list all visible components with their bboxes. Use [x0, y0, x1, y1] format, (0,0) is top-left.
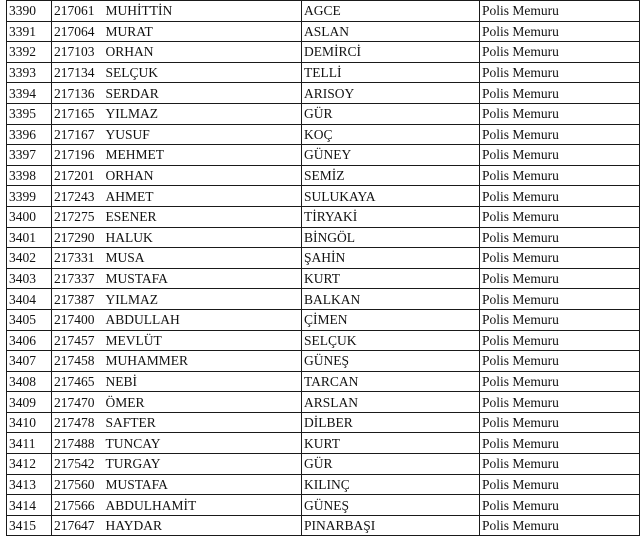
first-name-cell: YUSUF — [104, 124, 302, 145]
surname-cell: KURT — [302, 433, 480, 454]
first-name-cell: MUHİTTİN — [104, 1, 302, 22]
row-number-cell: 3397 — [7, 145, 52, 166]
first-name-cell: TURGAY — [104, 454, 302, 475]
table-row — [7, 124, 640, 145]
table-row — [7, 495, 640, 516]
row-number-cell: 3414 — [7, 495, 52, 516]
first-name-cell: MEVLÜT — [104, 330, 302, 351]
row-number-cell: 3395 — [7, 103, 52, 124]
registry-id-cell: 217290 — [52, 227, 104, 248]
surname-cell: ASLAN — [302, 21, 480, 42]
row-number-cell: 3405 — [7, 309, 52, 330]
first-name-cell: HAYDAR — [104, 515, 302, 536]
registry-id-cell: 217196 — [52, 145, 104, 166]
registry-id-cell: 217458 — [52, 351, 104, 372]
first-name-cell: YILMAZ — [104, 103, 302, 124]
table-row — [7, 289, 640, 310]
row-number-cell: 3394 — [7, 83, 52, 104]
table-row — [7, 21, 640, 42]
rank-title-cell: Polis Memuru — [480, 392, 640, 413]
registry-id-cell: 217134 — [52, 62, 104, 83]
rank-title-cell: Polis Memuru — [480, 289, 640, 310]
surname-cell: GÜR — [302, 103, 480, 124]
registry-id-cell: 217243 — [52, 186, 104, 207]
first-name-cell: ESENER — [104, 206, 302, 227]
rank-title-cell: Polis Memuru — [480, 248, 640, 269]
registry-id-cell: 217387 — [52, 289, 104, 310]
registry-id-cell: 217478 — [52, 412, 104, 433]
row-number-cell: 3406 — [7, 330, 52, 351]
first-name-cell: MUSA — [104, 248, 302, 269]
surname-cell: GÜNEŞ — [302, 351, 480, 372]
rank-title-cell: Polis Memuru — [480, 186, 640, 207]
surname-cell: GÜNEŞ — [302, 495, 480, 516]
registry-id-cell: 217457 — [52, 330, 104, 351]
rank-title-cell: Polis Memuru — [480, 227, 640, 248]
table-row — [7, 248, 640, 269]
table-row — [7, 83, 640, 104]
first-name-cell: MUSTAFA — [104, 474, 302, 495]
rank-title-cell: Polis Memuru — [480, 206, 640, 227]
table-row — [7, 1, 640, 22]
table-row — [7, 227, 640, 248]
first-name-cell: HALUK — [104, 227, 302, 248]
row-number-cell: 3403 — [7, 268, 52, 289]
surname-cell: TİRYAKİ — [302, 206, 480, 227]
registry-id-cell: 217064 — [52, 21, 104, 42]
row-number-cell: 3399 — [7, 186, 52, 207]
surname-cell: SELÇUK — [302, 330, 480, 351]
roster-body — [7, 1, 640, 536]
surname-cell: ÇİMEN — [302, 309, 480, 330]
rank-title-cell: Polis Memuru — [480, 145, 640, 166]
first-name-cell: ÖMER — [104, 392, 302, 413]
registry-id-cell: 217566 — [52, 495, 104, 516]
table-row — [7, 103, 640, 124]
first-name-cell: ORHAN — [104, 42, 302, 63]
rank-title-cell: Polis Memuru — [480, 62, 640, 83]
rank-title-cell: Polis Memuru — [480, 83, 640, 104]
table-row — [7, 412, 640, 433]
registry-id-cell: 217275 — [52, 206, 104, 227]
row-number-cell: 3411 — [7, 433, 52, 454]
first-name-cell: ABDULHAMİT — [104, 495, 302, 516]
first-name-cell: SERDAR — [104, 83, 302, 104]
rank-title-cell: Polis Memuru — [480, 268, 640, 289]
surname-cell: KOÇ — [302, 124, 480, 145]
first-name-cell: NEBİ — [104, 371, 302, 392]
table-row — [7, 330, 640, 351]
first-name-cell: MUHAMMER — [104, 351, 302, 372]
rank-title-cell: Polis Memuru — [480, 124, 640, 145]
table-row — [7, 268, 640, 289]
registry-id-cell: 217103 — [52, 42, 104, 63]
first-name-cell: SELÇUK — [104, 62, 302, 83]
surname-cell: GÜR — [302, 454, 480, 475]
row-number-cell: 3407 — [7, 351, 52, 372]
rank-title-cell: Polis Memuru — [480, 454, 640, 475]
registry-id-cell: 217201 — [52, 165, 104, 186]
row-number-cell: 3404 — [7, 289, 52, 310]
table-row — [7, 186, 640, 207]
table-row — [7, 371, 640, 392]
rank-title-cell: Polis Memuru — [480, 165, 640, 186]
row-number-cell: 3398 — [7, 165, 52, 186]
registry-id-cell: 217400 — [52, 309, 104, 330]
roster-table — [6, 0, 640, 536]
first-name-cell: ABDULLAH — [104, 309, 302, 330]
table-row — [7, 165, 640, 186]
rank-title-cell: Polis Memuru — [480, 351, 640, 372]
table-row — [7, 62, 640, 83]
row-number-cell: 3408 — [7, 371, 52, 392]
row-number-cell: 3402 — [7, 248, 52, 269]
row-number-cell: 3391 — [7, 21, 52, 42]
surname-cell: BİNGÖL — [302, 227, 480, 248]
surname-cell: SEMİZ — [302, 165, 480, 186]
surname-cell: KILINÇ — [302, 474, 480, 495]
table-row — [7, 433, 640, 454]
registry-id-cell: 217560 — [52, 474, 104, 495]
table-row — [7, 145, 640, 166]
rank-title-cell: Polis Memuru — [480, 309, 640, 330]
rank-title-cell: Polis Memuru — [480, 103, 640, 124]
registry-id-cell: 217136 — [52, 83, 104, 104]
first-name-cell: MURAT — [104, 21, 302, 42]
surname-cell: DİLBER — [302, 412, 480, 433]
surname-cell: KURT — [302, 268, 480, 289]
registry-id-cell: 217167 — [52, 124, 104, 145]
surname-cell: TELLİ — [302, 62, 480, 83]
row-number-cell: 3413 — [7, 474, 52, 495]
table-row — [7, 206, 640, 227]
table-row — [7, 42, 640, 63]
first-name-cell: TUNCAY — [104, 433, 302, 454]
row-number-cell: 3415 — [7, 515, 52, 536]
table-row — [7, 515, 640, 536]
rank-title-cell: Polis Memuru — [480, 515, 640, 536]
first-name-cell: MEHMET — [104, 145, 302, 166]
rank-title-cell: Polis Memuru — [480, 495, 640, 516]
table-row — [7, 351, 640, 372]
registry-id-cell: 217488 — [52, 433, 104, 454]
first-name-cell: AHMET — [104, 186, 302, 207]
rank-title-cell: Polis Memuru — [480, 371, 640, 392]
surname-cell: AGCE — [302, 1, 480, 22]
row-number-cell: 3401 — [7, 227, 52, 248]
registry-id-cell: 217331 — [52, 248, 104, 269]
rank-title-cell: Polis Memuru — [480, 42, 640, 63]
rank-title-cell: Polis Memuru — [480, 433, 640, 454]
table-row — [7, 392, 640, 413]
registry-id-cell: 217470 — [52, 392, 104, 413]
registry-id-cell: 217647 — [52, 515, 104, 536]
registry-id-cell: 217165 — [52, 103, 104, 124]
surname-cell: SULUKAYA — [302, 186, 480, 207]
surname-cell: ARSLAN — [302, 392, 480, 413]
first-name-cell: MUSTAFA — [104, 268, 302, 289]
rank-title-cell: Polis Memuru — [480, 474, 640, 495]
surname-cell: ŞAHİN — [302, 248, 480, 269]
rank-title-cell: Polis Memuru — [480, 330, 640, 351]
table-row — [7, 474, 640, 495]
row-number-cell: 3400 — [7, 206, 52, 227]
row-number-cell: 3393 — [7, 62, 52, 83]
registry-id-cell: 217061 — [52, 1, 104, 22]
surname-cell: PINARBAŞI — [302, 515, 480, 536]
row-number-cell: 3412 — [7, 454, 52, 475]
row-number-cell: 3392 — [7, 42, 52, 63]
first-name-cell: ORHAN — [104, 165, 302, 186]
row-number-cell: 3410 — [7, 412, 52, 433]
first-name-cell: SAFTER — [104, 412, 302, 433]
rank-title-cell: Polis Memuru — [480, 412, 640, 433]
first-name-cell: YILMAZ — [104, 289, 302, 310]
row-number-cell: 3390 — [7, 1, 52, 22]
rank-title-cell: Polis Memuru — [480, 21, 640, 42]
surname-cell: DEMİRCİ — [302, 42, 480, 63]
table-row — [7, 454, 640, 475]
registry-id-cell: 217542 — [52, 454, 104, 475]
surname-cell: ARISOY — [302, 83, 480, 104]
surname-cell: GÜNEY — [302, 145, 480, 166]
table-row — [7, 309, 640, 330]
rank-title-cell: Polis Memuru — [480, 1, 640, 22]
registry-id-cell: 217337 — [52, 268, 104, 289]
registry-id-cell: 217465 — [52, 371, 104, 392]
row-number-cell: 3396 — [7, 124, 52, 145]
surname-cell: BALKAN — [302, 289, 480, 310]
row-number-cell: 3409 — [7, 392, 52, 413]
surname-cell: TARCAN — [302, 371, 480, 392]
